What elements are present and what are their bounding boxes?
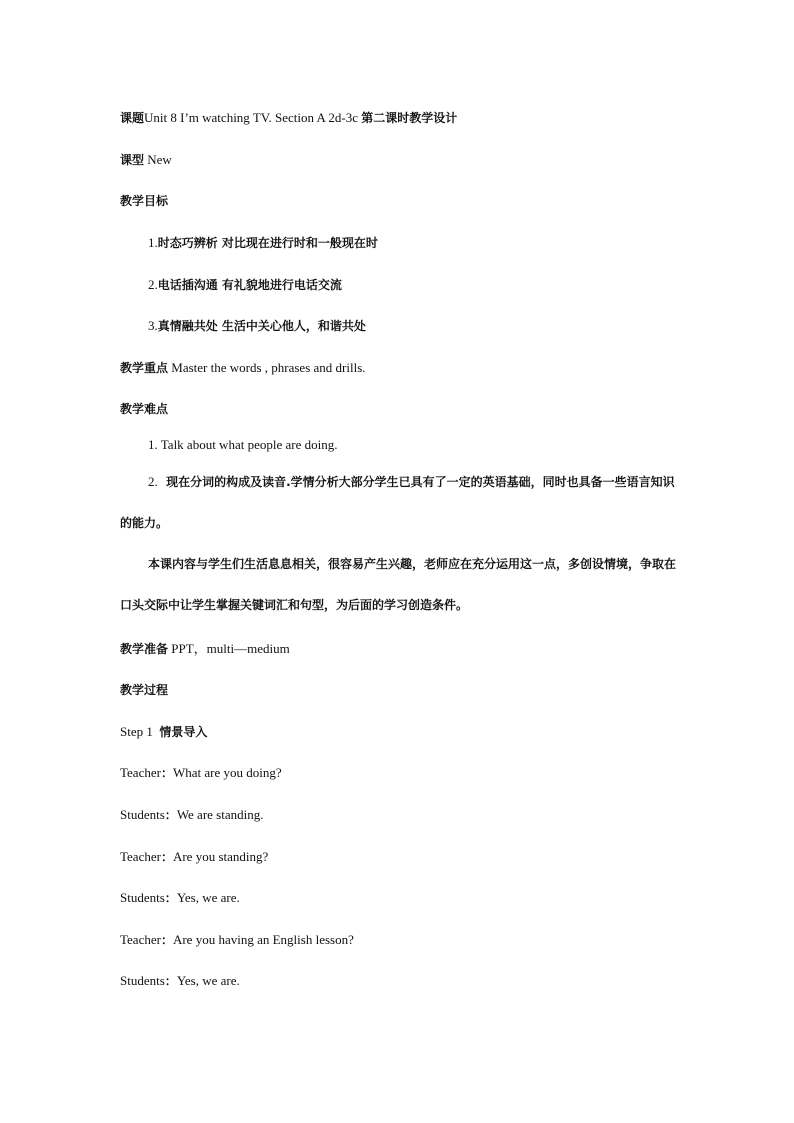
- objective-item-3: [148, 318, 366, 334]
- difficulty-item-2-text: 现在分词的构成及读音.学情分析大部分学生已具有了一定的英语基础，同时也具备一些语言知识的能力。: [120, 475, 675, 530]
- step-1-line: [120, 724, 207, 740]
- speaker: Students: [120, 973, 165, 988]
- preparation-line: [120, 641, 290, 657]
- utterance: Yes, we are.: [176, 973, 240, 988]
- objective-text: 真情融共处 生活中关心他人，和谐共处: [157, 319, 366, 333]
- dialogue-line: [120, 765, 282, 781]
- lesson-type-value: New: [147, 152, 172, 167]
- objective-number: 2.: [148, 277, 158, 292]
- title-suffix: 第二课时教学设计: [361, 111, 458, 125]
- step-1-label: Step 1: [120, 724, 153, 739]
- key-points-text: Master the words , phrases and drills.: [171, 360, 366, 375]
- objective-text: 时态巧辨析 对比现在进行时和一般现在时: [157, 236, 378, 250]
- dialogue-line: [120, 932, 354, 948]
- key-points-line: [120, 360, 366, 376]
- speaker-separator: ：: [160, 850, 173, 864]
- lesson-type-label: 课型: [120, 153, 145, 167]
- objective-number: 3.: [148, 318, 158, 333]
- speaker-separator: ：: [164, 974, 177, 988]
- content-paragraph: 本课内容与学生们生活息息相关，很容易产生兴趣，老师应在充分运用这一点，多创设情境，争取在口头交际中让学生掌握关键词汇和句型，为后面的学习创造条件。: [120, 557, 677, 612]
- key-points-label: 教学重点: [120, 361, 169, 375]
- speaker-separator: ：: [160, 933, 173, 947]
- step-1-title: 情景导入: [159, 725, 208, 739]
- preparation-text: PPT，multi—medium: [171, 641, 290, 656]
- speaker: Teacher: [120, 932, 161, 947]
- utterance: What are you doing?: [172, 765, 282, 780]
- difficulties-heading: 教学难点: [120, 402, 169, 416]
- objective-number: 1.: [148, 235, 158, 250]
- speaker-separator: ：: [164, 808, 177, 822]
- utterance: Are you having an English lesson?: [172, 932, 354, 947]
- difficulty-item-1: 1. Talk about what people are doing.: [148, 437, 338, 452]
- difficulty-item-2-number: 2.: [148, 474, 158, 489]
- title-line: [120, 110, 457, 126]
- utterance: Are you standing?: [172, 849, 269, 864]
- speaker: Teacher: [120, 765, 161, 780]
- lesson-type-line: [120, 152, 172, 168]
- difficulty-item-2: [120, 461, 680, 544]
- utterance: We are standing.: [176, 807, 264, 822]
- objective-item-1: [148, 235, 378, 251]
- speaker-separator: ：: [160, 766, 173, 780]
- dialogue-line: [120, 890, 240, 906]
- speaker: Students: [120, 890, 165, 905]
- preparation-label: 教学准备: [120, 642, 169, 656]
- dialogue-line: [120, 849, 268, 865]
- process-heading: 教学过程: [120, 683, 169, 697]
- speaker: Teacher: [120, 849, 161, 864]
- objective-item-2: [148, 277, 342, 293]
- objective-text: 电话插沟通 有礼貌地进行电话交流: [157, 278, 342, 292]
- speaker: Students: [120, 807, 165, 822]
- title-text: Unit 8 I’m watching TV. Section A 2d-3c: [144, 110, 359, 125]
- dialogue-line: [120, 973, 240, 989]
- objectives-heading: 教学目标: [120, 194, 169, 208]
- dialogue-line: [120, 807, 263, 823]
- speaker-separator: ：: [164, 891, 177, 905]
- utterance: Yes, we are.: [176, 890, 240, 905]
- title-label: 课题: [120, 111, 145, 125]
